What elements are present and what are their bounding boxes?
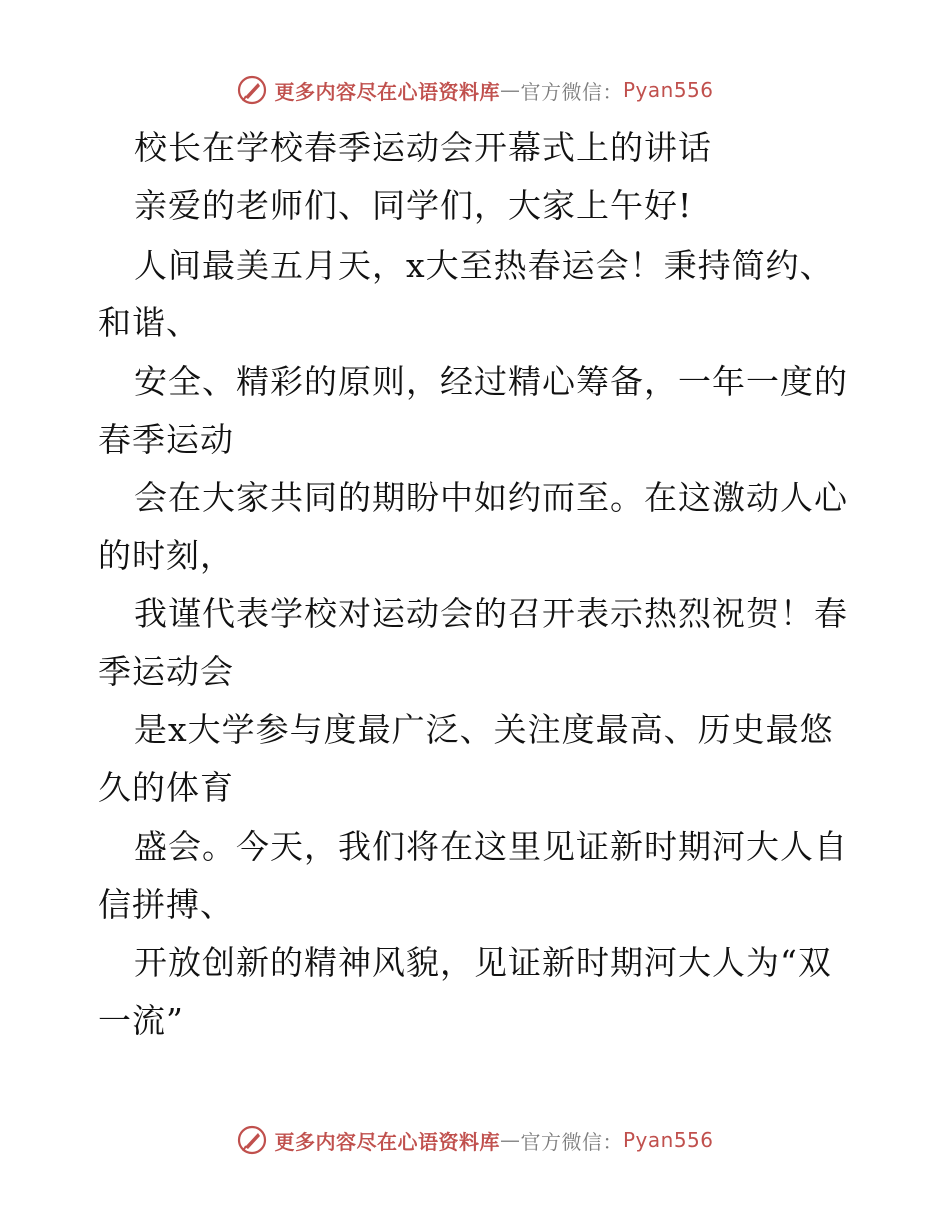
banner-main-text: 更多内容尽在心语资料库 xyxy=(274,1129,500,1154)
banner-separator: — xyxy=(499,1128,521,1152)
document-line: 是x大学参与度最广泛、关注度最高、历史最悠 xyxy=(134,710,834,749)
document-line: 久的体育 xyxy=(98,768,234,807)
document-line: 信拼搏、 xyxy=(98,885,234,924)
document-line: 开放创新的精神风貌，见证新时期河大人为“双 xyxy=(134,943,832,982)
banner-wechat-label: 官方微信： xyxy=(520,1129,623,1154)
document-line: 一流” xyxy=(98,1001,184,1040)
document-line: 的时刻， xyxy=(98,536,234,575)
document-line: 人间最美五月天，x大至热春运会！秉持简约、 xyxy=(134,246,834,285)
banner-main-text: 更多内容尽在心语资料库 xyxy=(274,79,500,104)
banner-wechat-account: Pyan556 xyxy=(622,1128,714,1152)
banner-wechat-account: Pyan556 xyxy=(622,78,714,102)
document-line: 我谨代表学校对运动会的召开表示热烈祝贺！春 xyxy=(134,594,848,633)
document-line: 和谐、 xyxy=(98,303,200,342)
banner-separator: — xyxy=(499,78,521,102)
document-line: 会在大家共同的期盼中如约而至。在这激动人心 xyxy=(134,478,848,517)
quill-logo-icon xyxy=(236,1124,268,1156)
document-line: 安全、精彩的原则，经过精心筹备，一年一度的 xyxy=(134,362,848,401)
document-line: 盛会。今天，我们将在这里见证新时期河大人自 xyxy=(134,827,848,866)
document-title: 校长在学校春季运动会开幕式上的讲话 xyxy=(134,128,712,167)
banner-wechat-label: 官方微信： xyxy=(520,79,623,104)
quill-logo-icon xyxy=(236,74,268,106)
document-line: 春季运动 xyxy=(98,420,234,459)
document-line: 季运动会 xyxy=(98,652,234,691)
document-line: 亲爱的老师们、同学们，大家上午好! xyxy=(134,186,693,225)
header-banner xyxy=(0,70,950,110)
footer-banner xyxy=(0,1120,950,1160)
